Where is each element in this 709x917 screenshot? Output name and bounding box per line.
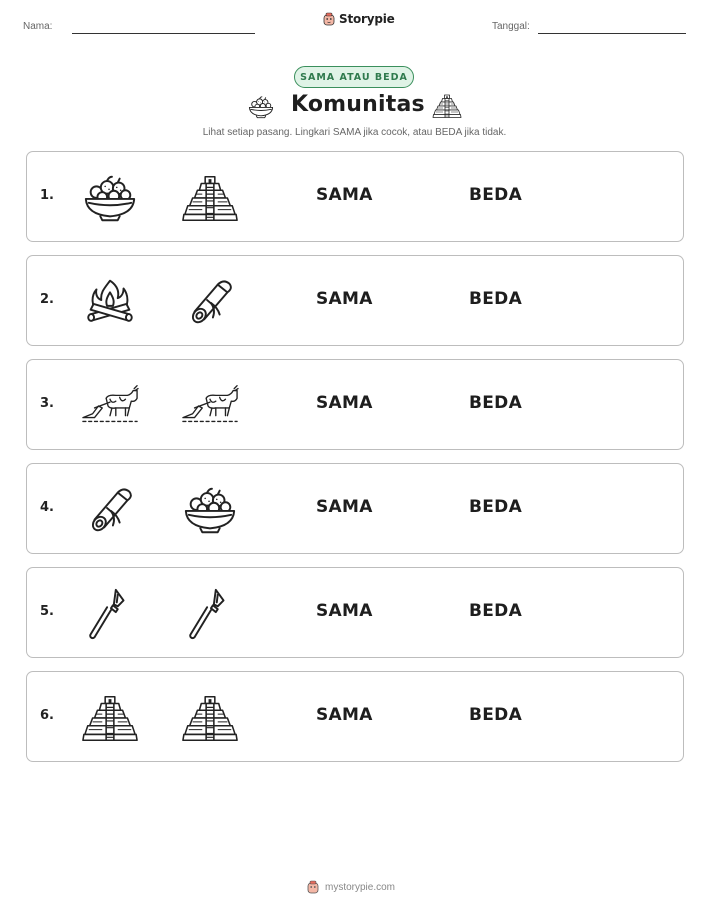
pair-row-3 (26, 359, 684, 450)
ox-plough-icon (181, 378, 239, 434)
page-title: Komunitas (291, 92, 425, 117)
storypie-mascot-icon (322, 12, 336, 26)
pair-row-1 (26, 151, 684, 242)
pair-row-6 (26, 671, 684, 762)
pair-row-2 (26, 255, 684, 346)
row-number: 3. (40, 396, 54, 411)
pair-row-5 (26, 567, 684, 658)
scroll-icon (81, 482, 139, 538)
row-number: 5. (40, 604, 54, 619)
campfire-icon (81, 274, 139, 330)
sama-option[interactable]: SAMA (316, 393, 373, 413)
footer (306, 880, 395, 894)
date-field[interactable] (538, 33, 686, 34)
beda-option[interactable]: BEDA (469, 497, 523, 517)
spear-icon (81, 586, 139, 642)
beda-option[interactable]: BEDA (469, 705, 523, 725)
sama-option[interactable]: SAMA (316, 705, 373, 725)
sama-option[interactable]: SAMA (316, 497, 373, 517)
beda-option[interactable]: BEDA (469, 289, 523, 309)
pyramid-icon (81, 690, 139, 746)
sama-option[interactable]: SAMA (316, 185, 373, 205)
bowl-of-fruit-icon (246, 94, 276, 120)
row-number: 2. (40, 292, 54, 307)
beda-option[interactable]: BEDA (469, 601, 523, 621)
pair-row-4 (26, 463, 684, 554)
title-row (0, 92, 709, 124)
brand-name: Storypie (339, 12, 395, 26)
row-number: 4. (40, 500, 54, 515)
row-number: 6. (40, 708, 54, 723)
spear-icon (181, 586, 239, 642)
worksheet-header (0, 0, 709, 50)
sama-option[interactable]: SAMA (316, 289, 373, 309)
sama-option[interactable]: SAMA (316, 601, 373, 621)
name-label: Nama: (23, 21, 53, 32)
brand-logo (322, 12, 395, 26)
instructions: Lihat setiap pasang. Lingkari SAMA jika cocok, atau BEDA jika tidak. (202, 127, 507, 138)
date-label: Tanggal: (492, 21, 530, 32)
scroll-icon (181, 274, 239, 330)
beda-option[interactable]: BEDA (469, 393, 523, 413)
ox-plough-icon (81, 378, 139, 434)
footer-url[interactable]: mystorypie.com (325, 881, 396, 893)
beda-option[interactable]: BEDA (469, 185, 523, 205)
bowl-of-fruit-icon (81, 170, 139, 226)
pyramid-icon (181, 170, 239, 226)
name-field[interactable] (72, 33, 255, 34)
pyramid-icon (432, 92, 462, 120)
activity-badge: SAMA ATAU BEDA (294, 66, 414, 88)
storypie-mascot-icon (306, 880, 320, 894)
row-number: 1. (40, 188, 54, 203)
pyramid-icon (181, 690, 239, 746)
bowl-of-fruit-icon (181, 482, 239, 538)
